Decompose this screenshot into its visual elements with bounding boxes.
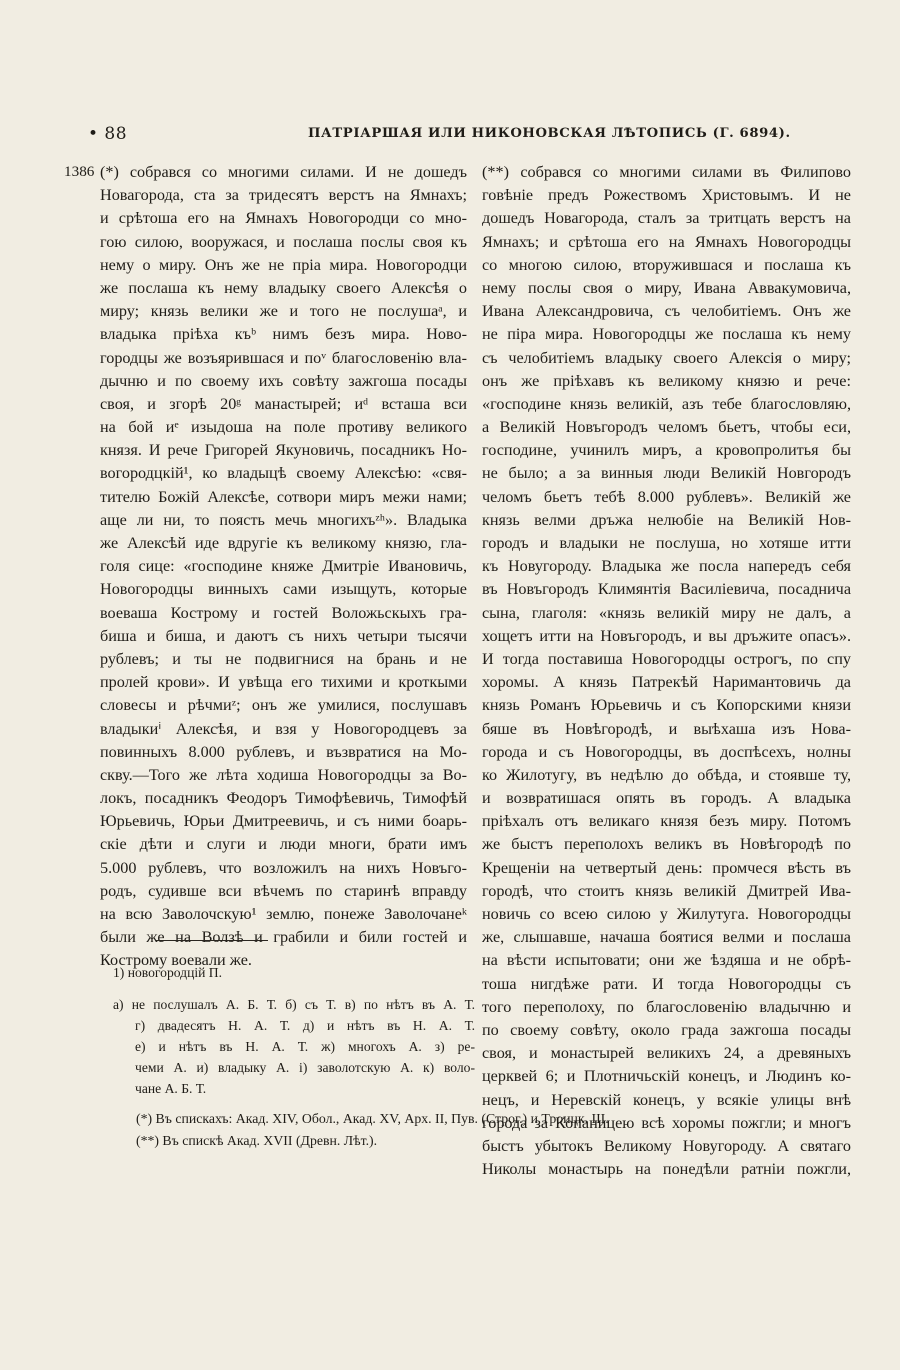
text-line: на вѣсти испытовати; они же ѣздяша и не обрѣ- bbox=[482, 951, 851, 970]
text-line: бяше въ Новѣгородѣ, и выѣхаша изъ Нова- bbox=[482, 719, 851, 738]
text-line: городѣ, что стоитъ князь великій Дмитрей Ива- bbox=[482, 881, 851, 900]
variant-line: чане А. Б. Т. bbox=[135, 1081, 207, 1096]
text-line: владыка пріѣха къᵇ нимъ безъ мира. Ново- bbox=[100, 325, 467, 344]
text-line: Кострому воевали же. bbox=[100, 951, 252, 970]
running-title: ПАТРІАРШАЯ ИЛИ НИКОНОВСКАЯ ЛѢТОПИСЬ (Г. 6894). bbox=[308, 126, 791, 141]
text-line: города и съ Новогородцы, въ доспѣсехъ, нолны bbox=[482, 742, 851, 761]
text-line: и срѣтоша его на Ямнахъ Новогородци со мно- bbox=[100, 209, 467, 228]
text-line: (*) собрався со многими силами. И не дошедъ bbox=[100, 163, 467, 181]
text-line: биша и биша, и даютъ съ нихъ четыри тысячи bbox=[100, 626, 467, 645]
text-line: своя, и монастырей великихъ 24, а древяныхъ bbox=[482, 1044, 851, 1063]
text-line: того переполоху, по благословенію владычню и bbox=[482, 997, 851, 1016]
text-line: родъ, судивше вси вѣчемъ по старинѣ вправду bbox=[100, 881, 467, 900]
text-line: пріѣхалъ отъ великаго князя безъ миру. Потомъ bbox=[482, 812, 851, 831]
text-line: князя. И рече Григорей Якуновичь, посадникъ Но- bbox=[100, 441, 467, 460]
text-line: воеваша Кострому и гостей Воложьскыхъ гра- bbox=[100, 603, 467, 622]
text-line: со многою силою, вторужившася и послаша къ bbox=[482, 255, 851, 274]
text-line: пролей крови». И увѣща его тихими и кроткыми bbox=[100, 673, 467, 692]
text-line: своя, и згорѣ 20ᵍ манастырей; иᵈ всташа вси bbox=[100, 394, 467, 413]
text-line: сына, глаголя: «князь великій миру не далъ, а bbox=[482, 603, 851, 622]
text-line: скву.—Того же лѣта ходиша Новогородцы за Во- bbox=[100, 765, 467, 784]
text-line: города за Копаницею всѣ хоромы пожгли; и многъ bbox=[482, 1113, 851, 1132]
text-line: голя сице: «господине княже Дмитріе Ивановичь, bbox=[100, 557, 467, 576]
text-line: новичь со всею силою у Жилутуга. Новогородцы bbox=[482, 905, 851, 923]
text-line: а Великій Новъгородъ челомъ бьетъ, чтобы еси, bbox=[482, 418, 851, 437]
variant-line: г) двадесятъ Н. А. Т. д) и нѣтъ въ Н. А. Т. bbox=[135, 1018, 475, 1033]
text-line: дошедъ Новагорода, сталъ за тритцать верстъ на bbox=[482, 209, 851, 228]
text-line: повинныхъ 8.000 рублевъ, и възвратися на Мо- bbox=[100, 742, 467, 761]
text-line: же быстъ переполохъ великъ въ Новѣгородѣ по bbox=[482, 835, 851, 854]
text-line: съ челобитіемъ владыку своего Алексія о миру; bbox=[482, 348, 851, 367]
left-text-column bbox=[100, 161, 467, 973]
text-line: 5.000 рублевъ, что возложилъ на нихъ Новъго- bbox=[100, 858, 467, 877]
text-line: словесы и рѣчмиᶻ; онъ же умилися, послушавъ bbox=[100, 696, 467, 715]
text-line: скіе дѣти и слуги и люди многи, брати имъ bbox=[100, 835, 467, 854]
text-line: говѣніе предъ Рожествомъ Христовымъ. И не bbox=[482, 186, 851, 205]
text-line: на бой иᵉ изыдоша на поле противу великого bbox=[100, 418, 467, 437]
text-line: Юрьевичь, Юрьи Дмитреевичь, и съ ними боарь- bbox=[100, 812, 467, 831]
text-line: нецъ, и Неревскій конецъ, у всякіе улицы внѣ bbox=[482, 1090, 851, 1109]
text-line: онъ же пріѣхавъ къ великому князю и рече: bbox=[482, 371, 851, 390]
text-line: князь велми дръжа нелюбіе на Великій Нов- bbox=[482, 510, 851, 529]
variant-readings bbox=[113, 994, 475, 1099]
manuscript-sources bbox=[136, 1108, 856, 1152]
text-line: аще ли ни, то поясть мечь многихъᶻʰ». Владыка bbox=[100, 510, 467, 529]
text-line: (**) собрався со многими силами въ Филипово bbox=[482, 163, 851, 181]
text-line: городъ и владыки не послуша, но хотяше итти bbox=[482, 534, 851, 552]
text-line: тителю Божій Алексѣе, сотвори миръ межи нами; bbox=[100, 487, 467, 506]
text-line: рублевъ; и ты не подвигнися на брань и не bbox=[100, 649, 467, 668]
text-line: челомъ бьетъ тебѣ 8.000 рублевъ». Великій же bbox=[482, 487, 851, 506]
footnotes bbox=[113, 962, 475, 1099]
variant-line: е) и нѣтъ въ Н. А. Т. ж) многохъ А. з) ре- bbox=[135, 1039, 475, 1054]
text-line: же послаша къ нему владыку своего Алексѣя о bbox=[100, 278, 467, 297]
text-line: и возвратишася опять въ городъ. А владыка bbox=[482, 789, 851, 808]
text-line: Крещеніи на четвертый день: промчеся вѣсть въ bbox=[482, 858, 851, 877]
text-line: миру; князь велики же и того не послушаᵃ, и bbox=[100, 302, 467, 321]
text-line: церквей 6; и Плотничьскій конецъ, и Людинъ ко- bbox=[482, 1067, 851, 1086]
text-line: городцы же возъярившася и поᵛ благословенію вла- bbox=[100, 348, 467, 367]
text-line: хощетъ итти на Новъгородъ, и вы дръжите опасъ». bbox=[482, 626, 851, 645]
text-line: гою силою, вооружася, и послаша послы своя къ bbox=[100, 232, 467, 251]
page-header bbox=[0, 124, 900, 150]
text-line: на всю Заволочскую¹ землю, понеже Заволочанеᵏ bbox=[100, 905, 467, 923]
text-line: ко Жилотугу, въ недѣлю до обѣда, и стоявше ту, bbox=[482, 765, 851, 784]
text-line: тоша нигдѣже рати. И тогда Новогородцы съ bbox=[482, 974, 851, 993]
text-line: не піра мира. Новогородцы же послаша къ нему bbox=[482, 325, 851, 344]
text-line: хоромы. А князь Патрекѣй Наримантовичь да bbox=[482, 673, 851, 692]
text-line: владыкиⁱ Алексѣя, и взя у Новогородцевъ за bbox=[100, 719, 467, 738]
text-line: князь Романъ Юрьевичь и съ Копорскими князи bbox=[482, 696, 851, 715]
text-line: господине, учинилъ миръ, а кровопролитья бы bbox=[482, 441, 851, 460]
text-line: Ивана Александровича, съ челобитіемъ. Онъ же bbox=[482, 302, 851, 321]
text-line: Новогородцы винныхъ сами изыщуть, которые bbox=[100, 580, 467, 599]
text-line: въ Новъгородъ Климянтія Василіевича, посаднича bbox=[482, 580, 851, 599]
footnote-1: 1) новогородцій П. bbox=[113, 965, 223, 980]
text-line: же Алексѣй иде вдругіе къ великому князю, гла- bbox=[100, 534, 467, 552]
text-line: Ямнахъ; и срѣтоша его на Ямнахъ Новогородцы bbox=[482, 232, 851, 251]
text-line: нему послы своя о миру, Ивана Аввакумовича, bbox=[482, 278, 851, 297]
source-line: (**) Въ спискѣ Акад. XVII (Древн. Лѣт.). bbox=[136, 1133, 378, 1148]
page-number: • 88 bbox=[88, 124, 128, 144]
variant-line: чеми А. и) владыку А. і) заволотскую А. к) воло- bbox=[135, 1060, 475, 1075]
text-line: къ Новугороду. Владыка же посла напередъ себя bbox=[482, 557, 851, 576]
text-line: не было; а за винныя люди Великій Новгородъ bbox=[482, 464, 851, 483]
text-line: по своему совѣту, около града зажгоша посады bbox=[482, 1020, 851, 1039]
text-line: Новагорода, ста за тридесятъ верстъ на Ямнахъ; bbox=[100, 186, 467, 205]
text-line: «господине князь великій, азъ тебе благословляю, bbox=[482, 394, 851, 413]
margin-year: 1386 bbox=[64, 163, 95, 180]
text-line: дычню и по своему ихъ совѣту зажгоша посады bbox=[100, 371, 467, 390]
text-line: же, слышавше, начаша боятися велми и послаша bbox=[482, 928, 851, 947]
right-text-column bbox=[482, 161, 851, 1181]
text-line: нему о миру. Онъ же не пріа мира. Новогородци bbox=[100, 255, 467, 274]
text-line: локъ, посадникъ Феодоръ Тимофѣевичь, Тимофѣй bbox=[100, 789, 467, 808]
footnote-divider bbox=[156, 940, 268, 941]
text-line: были же на Волзѣ и грабили и били гостей и bbox=[100, 928, 467, 947]
source-line: (*) Въ спискахъ: Акад. XIV, Обол., Акад. XV, Арх. II, Пув. (Строг.) и Троицк. III. bbox=[136, 1111, 609, 1126]
text-line: быстъ убытокъ Великому Новугороду. А святаго bbox=[482, 1136, 851, 1155]
text-line: вогородцкій¹, ко владыцѣ своему Алексѣю: «свя- bbox=[100, 464, 467, 483]
text-line: И тогда поставиша Новогородцы острогъ, по спу bbox=[482, 649, 851, 668]
text-line: Николы монастырь на понедѣли ратніи пожгли, bbox=[482, 1160, 851, 1179]
variant-line: а) не послушалъ А. Б. Т. б) съ Т. в) по нѣтъ въ А. Т. bbox=[113, 997, 475, 1012]
